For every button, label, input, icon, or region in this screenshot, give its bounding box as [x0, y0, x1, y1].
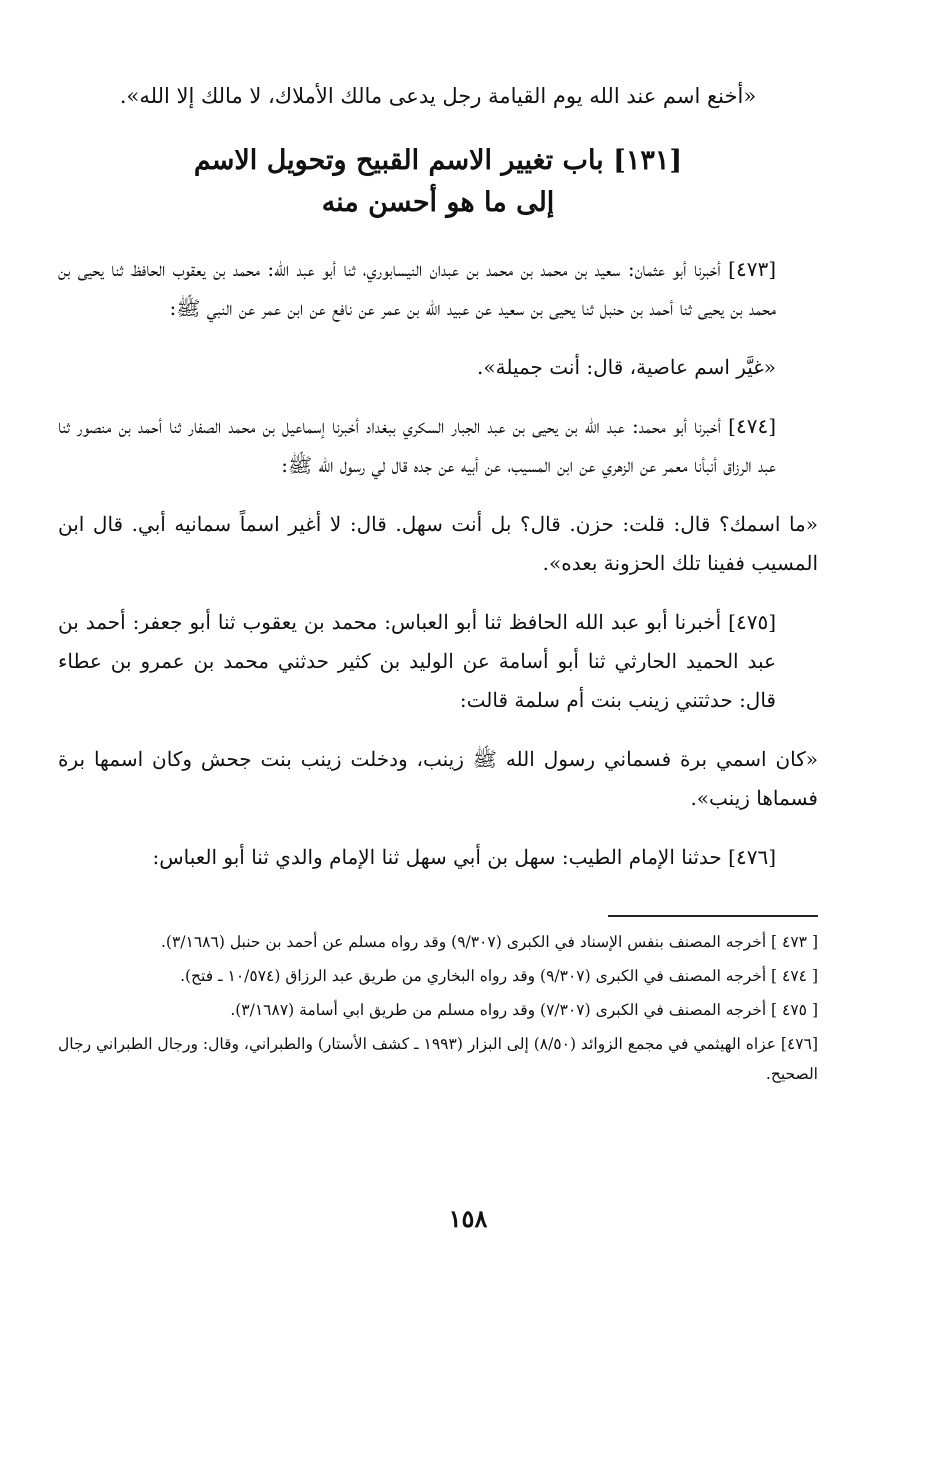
hadith-473-isnad: [٤٧٣] أخبرنا أبو عثمان: سعيد بن محمد بن محمد بن عبدان النيسابوري، ثنا أبو عبد الله: محمد بن يعقوب الحافظ ثنا يحيى بن محمد بن يحيى ثنا أحمد بن حنبل ثنا يحيى بن سعيد عن عبيد الله بن عمر عن نافع عن ابن عمر عن النبي ﷺ:	[58, 257, 777, 320]
hadith-473-matn: «غيَّر اسم عاصية، قال: أنت جميلة».	[477, 355, 776, 379]
chapter-title-line-1: [١٣١] باب تغيير الاسم القبيح وتحويل الاسم	[193, 145, 683, 176]
hadith-475-matn: «كان اسمي برة فسماني رسول الله ﷺ زينب، ودخلت زينب بنت جحش وكان اسمها برة فسماها زينب».	[58, 747, 818, 810]
footnotes	[58, 927, 818, 1089]
footnote-474: [ ٤٧٤ ] أخرجه المصنف في الكبرى (٩/٣٠٧) وقد رواه البخاري من طريق عبد الرزاق (١٠/٥٧٤ ـ فتح).	[180, 967, 818, 985]
hadith-476-isnad: [٤٧٦] حدثنا الإمام الطيب: سهل بن أبي سهل ثنا الإمام والدي ثنا أبو العباس:	[152, 845, 776, 869]
chapter-title	[58, 140, 818, 224]
hadith-475-isnad: [٤٧٥] أخبرنا أبو عبد الله الحافظ ثنا أبو العباس: محمد بن يعقوب ثنا أبو جعفر: أحمد بن عبد الحميد الحارثي ثنا أبو أسامة عن الوليد بن كثير حدثني محمد بن عمرو بن عطاء قال: حدثتني زينب بنت أم سلمة قالت:	[58, 610, 776, 712]
footnote-476: [٤٧٦] عزاه الهيثمي في مجمع الزوائد (٨/٥٠) إلى البزار (١٩٩٣ ـ كشف الأستار) والطبراني، وقال: ورجال الطبراني رجال الصحيح.	[58, 1035, 819, 1083]
footnote-divider	[608, 915, 818, 917]
top-quote-line: «أخنع اسم عند الله يوم القيامة رجل يدعى مالك الأملاك، لا مالك إلا الله».	[119, 84, 757, 108]
footnote-475: [ ٤٧٥ ] أخرجه المصنف في الكبرى (٧/٣٠٧) وقد رواه مسلم من طريق ابي أسامة (٣/١٦٨٧).	[230, 1001, 818, 1019]
chapter-title-line-2: إلى ما هو أحسن منه	[321, 187, 555, 218]
hadith-474-isnad: [٤٧٤] أخبرنا أبو محمد: عبد الله بن يحيى بن عبد الجبار السكري ببغداد أخبرنا إسماعيل بن محمد الصفار ثنا أحمد بن منصور ثنا عبد الرزاق أنبأنا معمر عن الزهري عن ابن المسيب، عن أبيه عن جده قال لي رسول الله ﷺ:	[58, 414, 776, 477]
footnote-473: [ ٤٧٣ ] أخرجه المصنف بنفس الإسناد في الكبرى (٩/٣٠٧) وقد رواه مسلم عن أحمد بن حنبل (٣/١٦٨٦).	[161, 933, 818, 951]
page-number: ١٥٨	[448, 1204, 488, 1233]
hadith-474-matn: «ما اسمك؟ قال: قلت: حزن. قال؟ بل أنت سهل. قال: لا أغير اسماً سمانيه أبي. قال ابن المسيب ففينا تلك الحزونة بعده».	[58, 512, 818, 575]
